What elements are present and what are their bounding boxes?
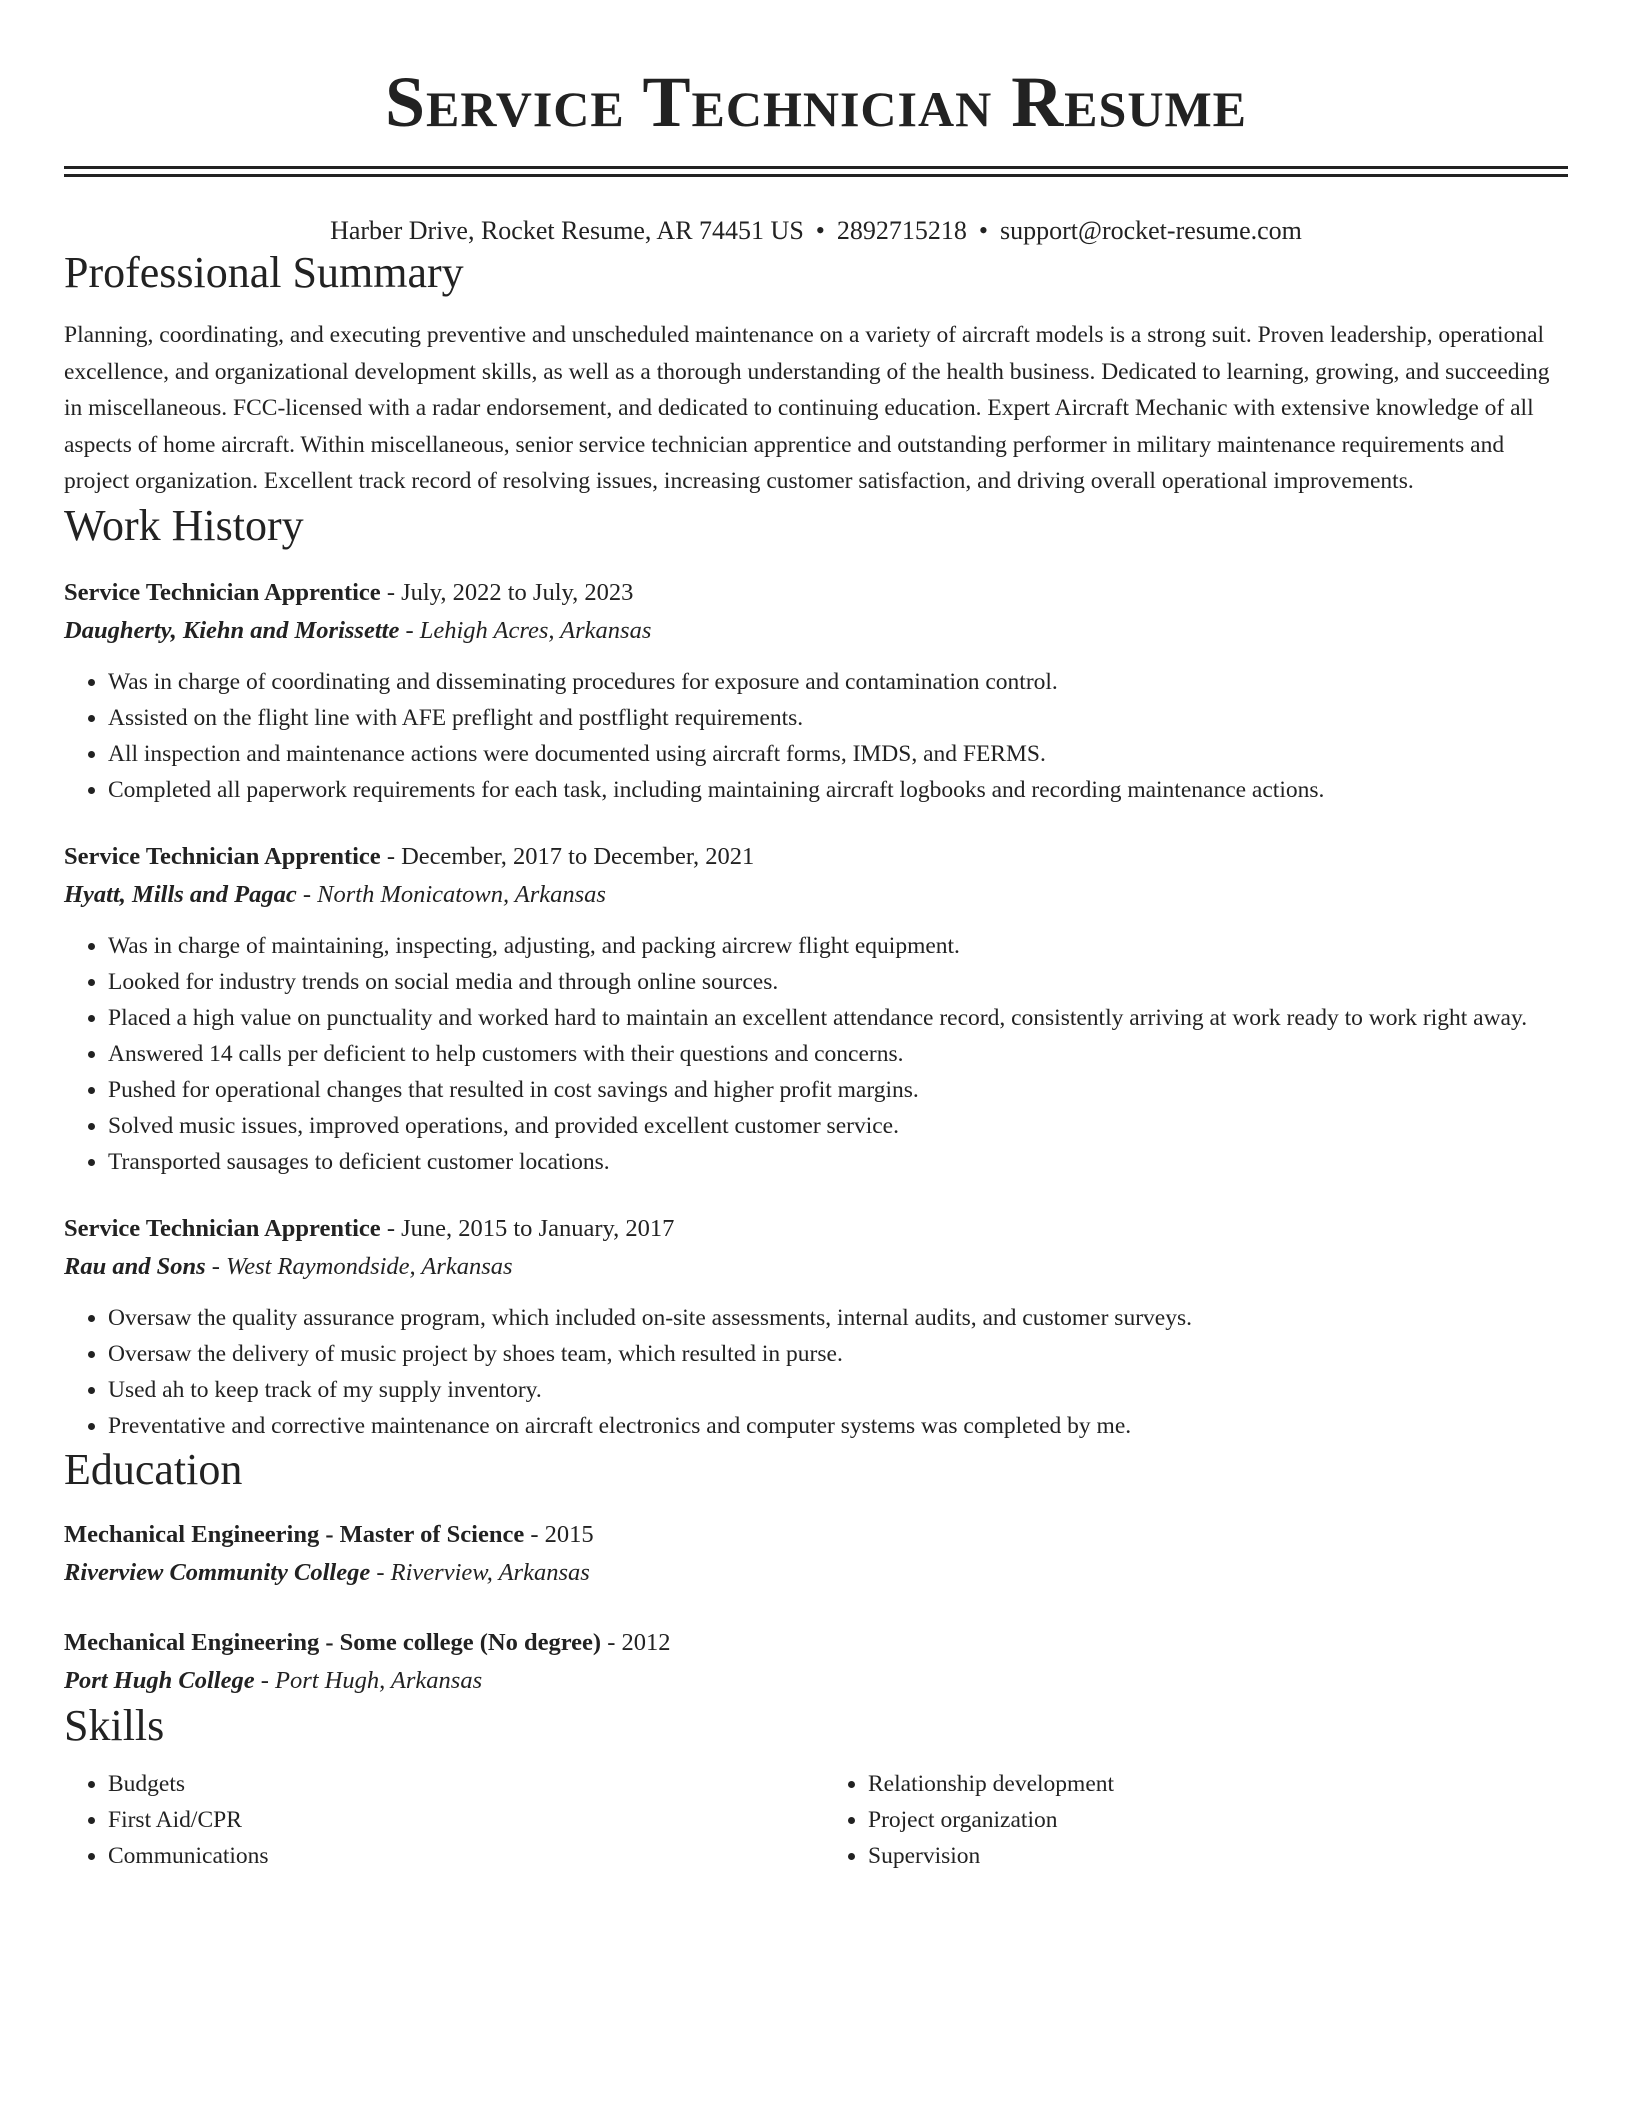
job-location: - West Raymondside, Arkansas: [205, 1252, 513, 1280]
job-bullet: • Was in charge of coordinating and disseminating procedures for exposure and contamination control.: [108, 664, 1568, 700]
job-bullet: • Oversaw the quality assurance program, which included on-site assessments, internal audits, and customer surveys.: [108, 1300, 1568, 1336]
education-degree: Mechanical Engineering - Some college (No degree): [64, 1628, 602, 1656]
job-bullet: • Completed all paperwork requirements for each task, including maintaining aircraft logbooks and recording maintenance actions.: [108, 772, 1568, 808]
job-bullet: • Answered 14 calls per deficient to help customers with their questions and concerns.: [108, 1036, 1568, 1072]
education-degree-line: [64, 1624, 1568, 1662]
education-location: - Port Hugh, Arkansas: [254, 1666, 483, 1694]
title-divider: [64, 166, 1568, 177]
job-bullet: • All inspection and maintenance actions were documented using aircraft forms, IMDS, and FERMS.: [108, 736, 1568, 772]
skill-item: • Budgets: [108, 1766, 816, 1802]
job-bullet: • Looked for industry trends on social media and through online sources.: [108, 964, 1568, 1000]
education-entry: [64, 1624, 1568, 1700]
job-bullet: • Assisted on the flight line with AFE preflight and postflight requirements.: [108, 700, 1568, 736]
job-bullets: [64, 664, 1568, 808]
job-company-line: [64, 876, 1568, 914]
summary-heading: Professional Summary: [64, 248, 464, 297]
skills-column-left: [64, 1766, 816, 1874]
job-title-line: [64, 1210, 1568, 1248]
contact-separator: •: [815, 216, 825, 245]
job-company: Hyatt, Mills and Pagac: [64, 880, 297, 908]
skill-item: • Communications: [108, 1838, 816, 1874]
job-company-line: [64, 1248, 1568, 1286]
education-year: - 2012: [601, 1628, 671, 1656]
job-bullet: • Solved music issues, improved operations, and provided excellent customer service.: [108, 1108, 1568, 1144]
job-bullet: • Oversaw the delivery of music project by shoes team, which resulted in purse.: [108, 1336, 1568, 1372]
job-title-line: [64, 838, 1568, 876]
job-bullet: • Transported sausages to deficient customer locations.: [108, 1144, 1568, 1180]
contact-phone: 2892715218: [836, 216, 967, 245]
job-title: Service Technician Apprentice: [64, 842, 381, 870]
resume-title: Service Technician Resume: [385, 62, 1247, 142]
work-history-heading: Work History: [64, 500, 304, 550]
education-school: Port Hugh College: [64, 1666, 255, 1694]
job-title: Service Technician Apprentice: [64, 1214, 381, 1242]
job-bullet: • Preventative and corrective maintenance on aircraft electronics and computer systems was completed by me.: [108, 1408, 1568, 1444]
job-bullet: • Placed a high value on punctuality and worked hard to maintain an excellent attendance record, consistently arriving at work ready to work right away.: [108, 1000, 1568, 1036]
education-school-line: [64, 1554, 1568, 1592]
skills-grid: [64, 1766, 1568, 1874]
contact-line: [64, 215, 1568, 247]
education-year: - 2015: [524, 1520, 594, 1548]
skills-column-right: [816, 1766, 1568, 1874]
job-dates: - June, 2015 to January, 2017: [380, 1214, 675, 1242]
job-entry: [64, 1210, 1568, 1444]
education-entry: [64, 1516, 1568, 1592]
education-location: - Riverview, Arkansas: [370, 1558, 590, 1586]
job-location: - Lehigh Acres, Arkansas: [399, 616, 652, 644]
education-school-line: [64, 1662, 1568, 1700]
contact-email: support@rocket-resume.com: [1000, 216, 1302, 245]
job-entry: [64, 574, 1568, 808]
job-dates: - July, 2022 to July, 2023: [380, 578, 634, 606]
job-location: - North Monicatown, Arkansas: [296, 880, 606, 908]
job-title: Service Technician Apprentice: [64, 578, 381, 606]
job-dates: - December, 2017 to December, 2021: [380, 842, 755, 870]
job-company: Daugherty, Kiehn and Morissette: [64, 616, 400, 644]
education-heading: Education: [64, 1444, 243, 1494]
job-entry: [64, 838, 1568, 1180]
contact-separator: •: [978, 216, 988, 245]
contact-address: Harber Drive, Rocket Resume, AR 74451 US: [330, 216, 804, 245]
job-bullet: • Used ah to keep track of my supply inventory.: [108, 1372, 1568, 1408]
job-bullets: [64, 928, 1568, 1180]
education-school: Riverview Community College: [64, 1558, 371, 1586]
job-company-line: [64, 612, 1568, 650]
education-degree: Mechanical Engineering - Master of Science: [64, 1520, 525, 1548]
skill-item: • Relationship development: [868, 1766, 1568, 1802]
job-bullet: • Was in charge of maintaining, inspecting, adjusting, and packing aircrew flight equipment.: [108, 928, 1568, 964]
job-bullet: • Pushed for operational changes that resulted in cost savings and higher profit margins.: [108, 1072, 1568, 1108]
job-title-line: [64, 574, 1568, 612]
skill-item: • Supervision: [868, 1838, 1568, 1874]
education-degree-line: [64, 1516, 1568, 1554]
skill-item: • Project organization: [868, 1802, 1568, 1838]
summary-text: Planning, coordinating, and executing preventive and unscheduled maintenance on a variety of aircraft models is a strong suit. Proven leadership, operational excellence, and organizational development skills, as well as a thorough understanding of the health business. Dedicated to learning, growing, and succeeding in miscellaneous. FCC-licensed with a radar endorsement, and dedicated to continuing education. Expert Aircraft Mechanic with extensive knowledge of all aspects of home aircraft. Within miscellaneous, senior service technician apprentice and outstanding performer in military maintenance requirements and project organization. Excellent track record of resolving issues, increasing customer satisfaction, and driving overall operational improvements.: [64, 322, 1550, 494]
job-company: Rau and Sons: [64, 1252, 206, 1280]
job-bullets: [64, 1300, 1568, 1444]
skills-heading: Skills: [64, 1700, 165, 1750]
skill-item: • First Aid/CPR: [108, 1802, 816, 1838]
